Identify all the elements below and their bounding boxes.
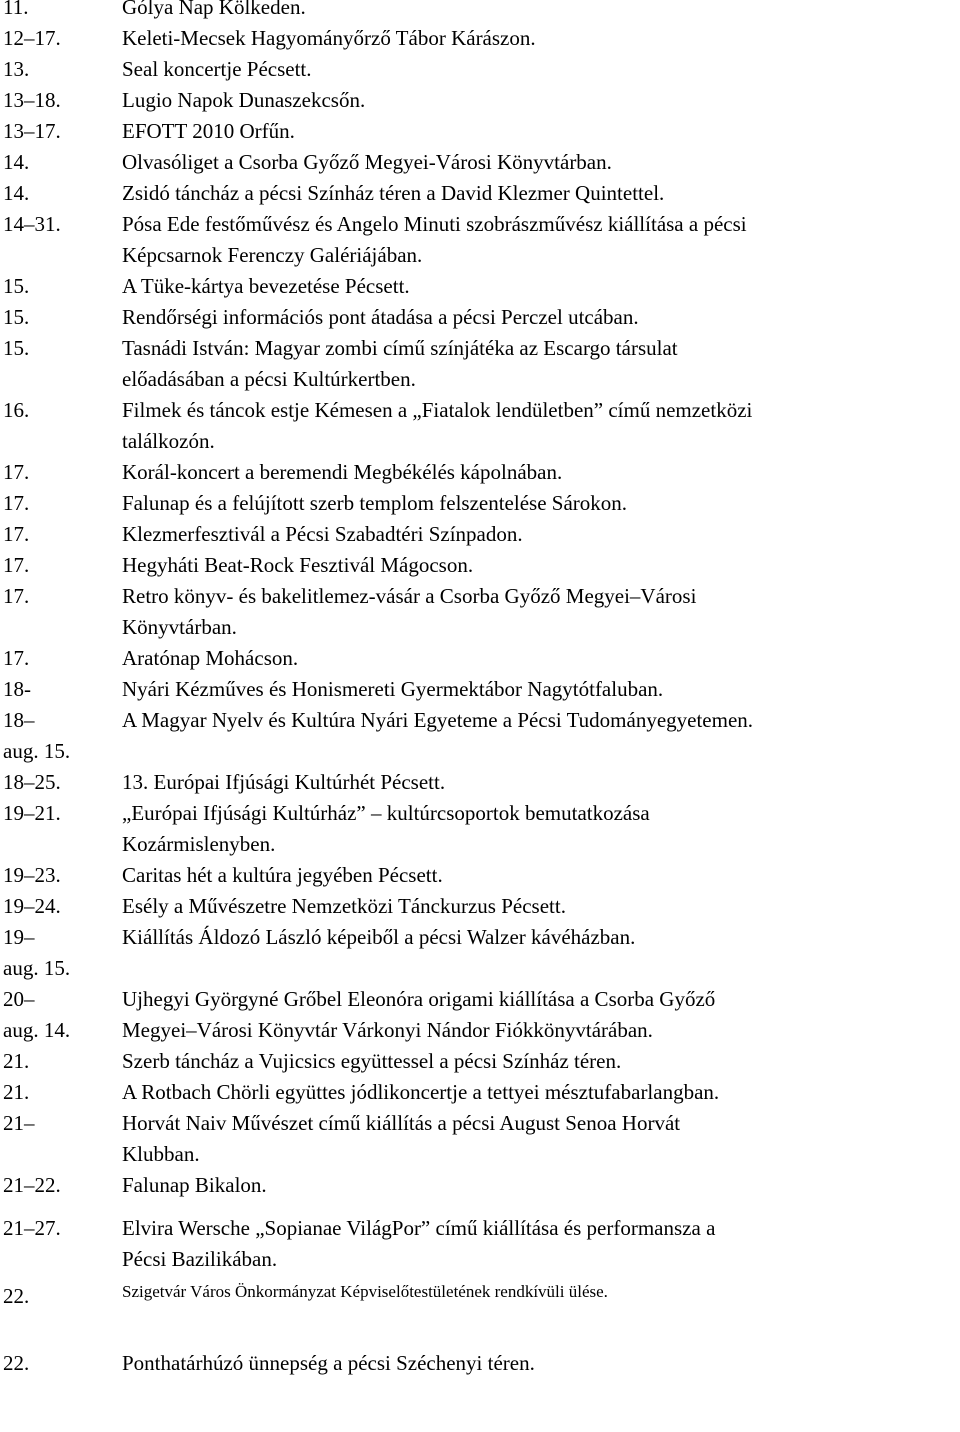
- event-text: „Európai Ifjúsági Kultúrház” – kultúrcsoportok bemutatkozása Kozármislenyben.: [122, 801, 650, 856]
- event-date: 14.: [3, 150, 30, 174]
- event-date: 22.: [3, 1351, 30, 1375]
- event-text: [122, 736, 960, 767]
- list-item: [0, 1015, 960, 1046]
- list-item: [0, 581, 960, 643]
- event-text: Esély a Művészetre Nemzetközi Tánckurzus Pécsett.: [122, 894, 566, 918]
- event-text: Aratónap Mohácson.: [122, 646, 299, 670]
- event-date: 21–: [3, 1111, 35, 1135]
- list-item: [0, 519, 960, 550]
- event-text: A Tüke-kártya bevezetése Pécsett.: [122, 274, 410, 298]
- event-date: 12–17.: [3, 26, 61, 50]
- event-date: 17.: [3, 460, 30, 484]
- event-text: Nyári Kézműves és Honismereti Gyermektábor Nagytótfaluban.: [122, 677, 664, 701]
- event-date: 13–18.: [3, 88, 61, 112]
- event-text: Gólya Nap Kölkeden.: [122, 0, 306, 19]
- list-item: [0, 891, 960, 922]
- list-item: [0, 457, 960, 488]
- event-text: Zsidó táncház a pécsi Színház téren a David Klezmer Quintettel.: [122, 181, 665, 205]
- event-date: 14–31.: [3, 212, 61, 236]
- list-item: [0, 860, 960, 891]
- event-date: 19–24.: [3, 894, 61, 918]
- event-text: Klezmerfesztivál a Pécsi Szabadtéri Színpadon.: [122, 522, 523, 546]
- event-text: Elvira Wersche „Sopianae VilágPor” című kiállítása és performansza a Pécsi Bazilikában.: [122, 1216, 716, 1271]
- event-text: [122, 953, 960, 984]
- event-text: Tasnádi István: Magyar zombi című színjátéka az Escargo társulat előadásában a pécsi Kultúrkertben.: [122, 336, 678, 391]
- event-date: 19–: [3, 925, 35, 949]
- list-item: [0, 209, 960, 271]
- list-item: [0, 1213, 960, 1275]
- event-text: Caritas hét a kultúra jegyében Pécsett.: [122, 863, 443, 887]
- event-date: 22.: [3, 1284, 30, 1308]
- list-item: [0, 984, 960, 1015]
- event-text: Horvát Naiv Művészet című kiállítás a pécsi August Senoa Horvát Klubban.: [122, 1111, 681, 1166]
- event-date: 15.: [3, 305, 30, 329]
- event-date: 13–17.: [3, 119, 61, 143]
- list-item: [0, 147, 960, 178]
- list-item: [0, 333, 960, 395]
- event-text: Hegyháti Beat-Rock Fesztivál Mágocson.: [122, 553, 474, 577]
- event-date: 21–22.: [3, 1173, 61, 1197]
- list-item: [0, 271, 960, 302]
- event-text: Keleti-Mecsek Hagyományőrző Tábor Kárászon.: [122, 26, 536, 50]
- event-date: 15.: [3, 336, 30, 360]
- spacer: [0, 1201, 960, 1213]
- event-date: 17.: [3, 646, 30, 670]
- event-date: 19–21.: [3, 801, 61, 825]
- event-date: 21.: [3, 1080, 30, 1104]
- event-date: 16.: [3, 398, 30, 422]
- event-date: aug. 15.: [3, 739, 71, 763]
- event-text: Szigetvár Város Önkormányzat Képviselőtestületének rendkívüli ülése.: [122, 1282, 608, 1301]
- event-text: Olvasóliget a Csorba Győző Megyei-Városi Könyvtárban.: [122, 150, 612, 174]
- event-text: Retro könyv- és bakelitlemez-vásár a Csorba Győző Megyei–Városi Könyvtárban.: [122, 584, 697, 639]
- event-date: 15.: [3, 274, 30, 298]
- event-date: aug. 14.: [3, 1018, 71, 1042]
- list-item: [0, 922, 960, 953]
- list-item: [0, 23, 960, 54]
- event-date: 17.: [3, 522, 30, 546]
- list-item: [0, 550, 960, 581]
- event-text: Korál-koncert a beremendi Megbékélés kápolnában.: [122, 460, 563, 484]
- event-date: 20–: [3, 987, 35, 1011]
- event-text: Filmek és táncok estje Kémesen a „Fiatalok lendületben” című nemzetközi találkozón.: [122, 398, 753, 453]
- event-date: 17.: [3, 491, 30, 515]
- event-text: Rendőrségi információs pont átadása a pécsi Perczel utcában.: [122, 305, 639, 329]
- list-item: [0, 674, 960, 705]
- list-item: [0, 767, 960, 798]
- event-date: 14.: [3, 181, 30, 205]
- event-text: Ponthatárhúzó ünnepség a pécsi Széchenyi téren.: [122, 1351, 535, 1375]
- list-item: [0, 1348, 960, 1379]
- event-text: Megyei–Városi Könyvtár Várkonyi Nándor Fiókkönyvtárában.: [122, 1018, 653, 1042]
- list-item: [0, 488, 960, 519]
- event-text: Pósa Ede festőművész és Angelo Minuti szobrászművész kiállítása a pécsi Képcsarnok Ferenczy Galériájában.: [122, 212, 747, 267]
- event-text: Lugio Napok Dunaszekcsőn.: [122, 88, 366, 112]
- list-item: [0, 1077, 960, 1108]
- event-date: 21–27.: [3, 1216, 61, 1240]
- event-text: A Magyar Nyelv és Kultúra Nyári Egyeteme a Pécsi Tudományegyetemen.: [122, 708, 754, 732]
- list-item: [0, 395, 960, 457]
- event-date: 19–23.: [3, 863, 61, 887]
- list-item: [0, 1170, 960, 1201]
- list-item: [0, 1108, 960, 1170]
- list-item: [0, 643, 960, 674]
- list-item: [0, 705, 960, 736]
- event-date: 18-: [3, 677, 31, 701]
- event-date: 11.: [3, 0, 29, 19]
- list-item: [0, 953, 960, 984]
- event-text: Ujhegyi Györgyné Grőbel Eleonóra origami kiállítása a Csorba Győző: [122, 987, 716, 1011]
- event-date: 18–25.: [3, 770, 61, 794]
- list-item: [0, 1275, 960, 1312]
- list-item: [0, 178, 960, 209]
- event-text: Kiállítás Áldozó László képeiből a pécsi Walzer kávéházban.: [122, 925, 636, 949]
- event-text: Falunap Bikalon.: [122, 1173, 267, 1197]
- list-item: [0, 798, 960, 860]
- spacer: [0, 1312, 960, 1348]
- event-text: Seal koncertje Pécsett.: [122, 57, 312, 81]
- event-date: 17.: [3, 584, 30, 608]
- list-item: [0, 736, 960, 767]
- event-date: aug. 15.: [3, 956, 71, 980]
- list-item: [0, 85, 960, 116]
- list-item: [0, 1046, 960, 1077]
- event-text: EFOTT 2010 Orfűn.: [122, 119, 295, 143]
- event-date: 21.: [3, 1049, 30, 1073]
- event-date: 13.: [3, 57, 30, 81]
- list-item: [0, 0, 960, 23]
- list-item: [0, 302, 960, 333]
- event-text: A Rotbach Chörli együttes jódlikoncertje a tettyei mésztufabarlangban.: [122, 1080, 720, 1104]
- list-item: [0, 116, 960, 147]
- event-text: 13. Európai Ifjúsági Kultúrhét Pécsett.: [122, 770, 446, 794]
- event-date: 17.: [3, 553, 30, 577]
- event-date: 18–: [3, 708, 35, 732]
- event-text: Szerb táncház a Vujicsics együttessel a pécsi Színház téren.: [122, 1049, 622, 1073]
- event-text: Falunap és a felújított szerb templom felszentelése Sárokon.: [122, 491, 628, 515]
- list-item: [0, 54, 960, 85]
